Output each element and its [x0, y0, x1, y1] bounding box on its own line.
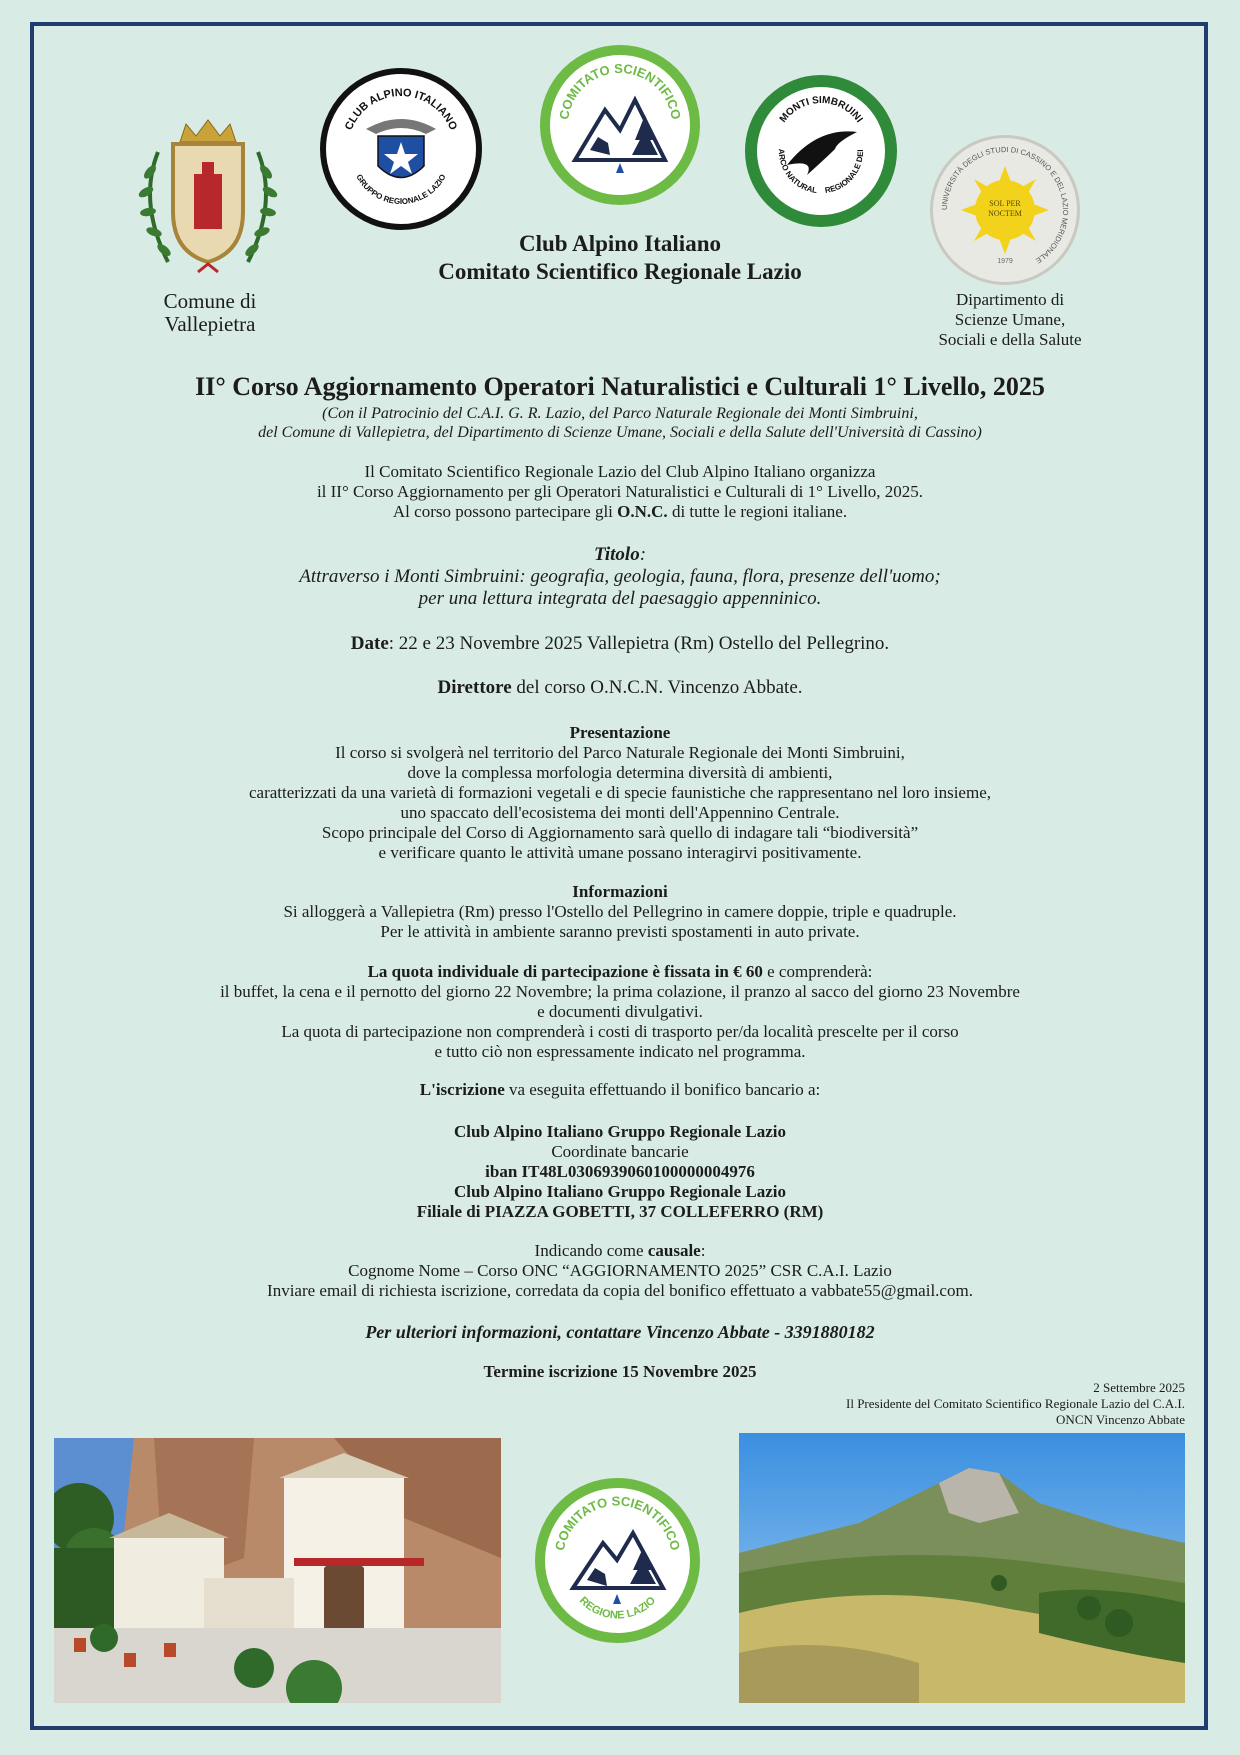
svg-text:REGIONE LAZIO: REGIONE LAZIO [576, 1594, 659, 1622]
svg-text:REGIONALE DEI: REGIONALE DEI [824, 149, 866, 196]
svg-text:UNIVERSITÀ DEGLI STUDI DI CASS: UNIVERSITÀ DEGLI STUDI DI CASSINO E DEL LAZIO MERIDIONALE [939, 144, 1071, 266]
course-title: II° Corso Aggiornamento Operatori Naturalistici e Culturali 1° Livello, 2025 [195, 372, 1045, 401]
svg-text:CLUB ALPINO ITALIANO: CLUB ALPINO ITALIANO [342, 86, 460, 132]
informazioni-section: Informazioni Si alloggerà a Vallepietra (Rm) presso l'Ostello del Pellegrino in camere doppie, triple e quadruple. Per le attività in ambiente saranno previsti spostamenti in auto private. [283, 882, 957, 941]
svg-text:SOL PER: SOL PER [989, 199, 1021, 208]
cai-logo [320, 68, 482, 230]
comitato-scientifico-logo [540, 45, 700, 205]
svg-text:COMITATO SCIENTIFICO: COMITATO SCIENTIFICO [551, 1493, 684, 1552]
contact-line: Per ulteriori informazioni, contattare Vincenzo Abbate - 3391880182 [365, 1322, 875, 1342]
organization-title: Club Alpino Italiano Comitato Scientifico Regionale Lazio [438, 231, 802, 284]
bank-details: Club Alpino Italiano Gruppo Regionale Lazio Coordinate bancarie iban IT48L0306939060100000004976 Club Alpino Italiano Gruppo Regionale Lazio Filiale di PIAZZA GOBETTI, 37 COLLEFERRO (RM) [120, 1122, 1120, 1222]
comitato-scientifico-regione-lazio-logo [535, 1478, 700, 1643]
patronage-text: (Con il Patrocinio del C.A.I. G. R. Lazio, del Parco Naturale Regionale dei Monti Simbruini, del Comune di Vallepietra, del Dipartimento di Scienze Umane, Sociali e della Salute dell'Università di Cassino) [258, 405, 982, 441]
presentazione-section: Presentazione Il corso si svolgerà nel territorio del Parco Naturale Regionale dei Monti Simbruini, dove la complessa morfologia determina diversità di ambienti, caratterizzati da una varietà di formazioni vegetali e di specie faunistiche che rappresentano nel loro insieme, uno spaccato dell'ecosistema dei monti dell'Appennino Centrale. Scopo principale del Corso di Aggiornamento sarà quello di indagare tali “biodiversità” e verificare quanto le attività umane possano interagirvi positivamente. [249, 723, 991, 862]
intro-text: Il Comitato Scientifico Regionale Lazio del Club Alpino Italiano organizza il II° Corso Aggiornamento per gli Operatori Naturalistici e Culturali di 1° Livello, 2025. Al corso possono partecipare gli O.N.C. di tutte le regioni italiane. [316, 462, 924, 521]
svg-text:PARCO NATURALE: ARCO NATURAL [776, 148, 818, 196]
titolo-section: Titolo: Attraverso i Monti Simbruini: geografia, geologia, fauna, flora, presenze dell'uomo; per una lettura integrata del paesaggio appenninico. [299, 544, 941, 609]
date-line: Date: 22 e 23 Novembre 2025 Vallepietra (Rm) Ostello del Pellegrino. [350, 633, 890, 654]
quota-section: La quota individuale di partecipazione è fissata in € 60 e comprenderà: il buffet, la cena e il pernotto del giorno 22 Novembre; la prima colazione, il pranzo al sacco del giorno 23 Novembre e documenti divulgativi. La quota di partecipazione non comprenderà i costi di trasporto per/da località prescelte per il corso e tutto ciò non espressamente indicato nel programma. [220, 962, 1020, 1061]
direttore-line: Direttore del corso O.N.C.N. Vincenzo Abbate. [437, 677, 803, 698]
department-name: Dipartimento di Scienze Umane, Sociali e della Salute [938, 290, 1082, 349]
sanctuary-photo [54, 1438, 501, 1703]
parco-monti-simbruini-logo [745, 75, 897, 227]
svg-text:GRUPPO REGIONALE LAZIO: GRUPPO REGIONALE LAZIO [354, 172, 448, 207]
svg-text:NOCTEM: NOCTEM [988, 209, 1022, 218]
svg-text:MONTI SIMBRUINI: MONTI SIMBRUINI [777, 94, 865, 125]
iscrizione-line: L'iscrizione va eseguita effettuando il bonifico bancario a: [419, 1080, 821, 1099]
email-instruction: Inviare email di richiesta iscrizione, corredata da copia del bonifico effettuato a vabbate55@gmail.com. [267, 1281, 973, 1300]
iban-text: iban IT48L0306939060100000004976 [485, 1162, 755, 1181]
svg-text:1979: 1979 [997, 258, 1013, 265]
svg-text:COMITATO SCIENTIFICO: COMITATO SCIENTIFICO [556, 60, 684, 121]
universita-cassino-logo [930, 135, 1080, 285]
mountain-landscape-photo [739, 1433, 1185, 1703]
causale-section: Indicando come causale: Cognome Nome – Corso ONC “AGGIORNAMENTO 2025” CSR C.A.I. Lazio Inviare email di richiesta iscrizione, corredata da copia del bonifico effettuato a vabbate55@gmail.com. [120, 1241, 1120, 1301]
signature-block: 2 Settembre 2025 Il Presidente del Comitato Scientifico Regionale Lazio del C.A.I. ONCN Vincenzo Abbate [846, 1380, 1185, 1427]
comune-name: Comune di Vallepietra [163, 289, 257, 336]
deadline-line: Termine iscrizione 15 Novembre 2025 [483, 1362, 757, 1381]
comune-crest-logo [128, 112, 288, 287]
